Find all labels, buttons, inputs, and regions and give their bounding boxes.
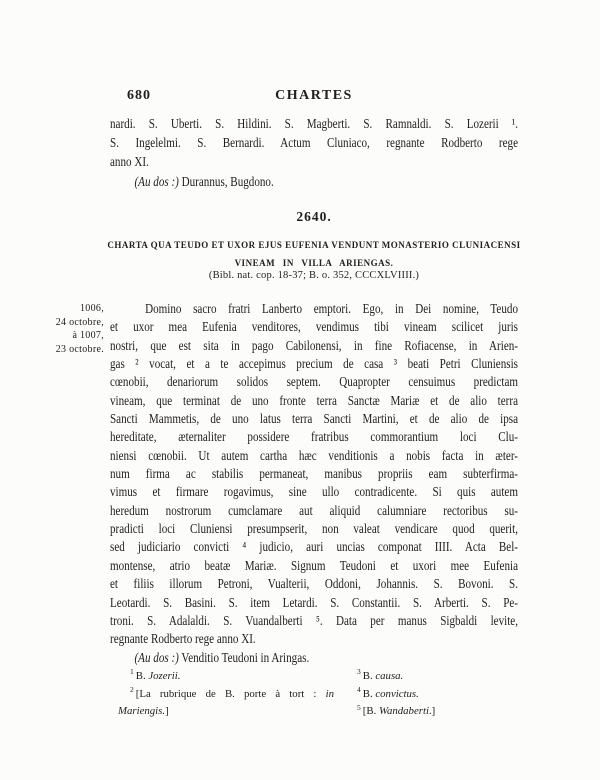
footnote-text: B. (135, 670, 149, 682)
margin-date-line: à 1007, (72, 330, 104, 342)
prev-charter-line: anno XI. (110, 154, 149, 170)
footnotes-right-column (345, 668, 521, 721)
footnote-text-italic: Jozerii. (148, 670, 181, 682)
footnote-ref-3: 3 (357, 667, 361, 677)
au-dos-text: Venditio Teudoni in Aringas. (181, 649, 310, 665)
body-line: regnante Rodberto rege anno XI. (110, 631, 256, 647)
body-line: hereditate, æternaliter possidere fratribus commorantium loci Clu- (110, 429, 518, 445)
body-line: sed judiciario convicti ⁴ judicio, auri uncias componat IIII. Acta Bel- (110, 539, 518, 555)
charter-number: 2640. (296, 209, 332, 224)
body-line: montense, atrio beatæ Mariæ. Signum Teudoni et uxori mee Eufenia (110, 557, 518, 573)
body-line: num firma ac stabilis permaneat, manibus propriis eam subterfirma- (110, 466, 518, 482)
footnote-text: B. (362, 670, 376, 682)
body-line: niensi cœnobii. Ut autem cartha hæc venditionis a nobis facta in æter- (110, 447, 518, 463)
margin-date-line: 23 octobre. (55, 343, 104, 355)
footnote-ref-1: 1 (130, 667, 134, 677)
previous-charter-block (110, 114, 518, 191)
footnote-text-italic: Mariengis. (118, 705, 166, 718)
footnotes-left-column (118, 668, 334, 721)
body-line: Sancti Mammetis, de uno latus terra Sancti Martini, et de alio de ipsa (110, 411, 518, 427)
source-citation: (Bibl. nat. cop. 18-37; B. o. 352, CCCXLVIIII.) (208, 270, 420, 281)
footnote-ref-4: 4 (357, 685, 361, 694)
footnote-4 (345, 686, 521, 704)
charter-title-line-1: CHARTA QUA TEUDO ET UXOR EJUS EUFENIA VENDUNT MONASTERIO CLUNIACENSI (107, 240, 521, 250)
footnote-text-italic: in (325, 687, 334, 700)
prev-charter-line: S. Ingelelmi. S. Bernardi. Actum Cluniaco, regnante Rodberto rege (110, 135, 518, 151)
charter-body (110, 300, 518, 667)
charter-title-line-2: VINEAM IN VILLA ARIENGAS. (234, 257, 394, 268)
footnote-5 (345, 703, 521, 721)
body-line: pradicti loci Cluniensi presumpserit, non valeat vendicare quod querit, (110, 521, 518, 537)
margin-date (16, 302, 104, 356)
footnote-ref-5: 5 (357, 702, 361, 712)
footnote-text: [La rubrique de B. porte à tort : (135, 687, 326, 700)
footnote-2-line-1 (118, 686, 334, 704)
body-line: gas ² vocat, et a te accepimus precium de casa ³ beati Petri Cluniensis (110, 356, 518, 372)
body-line: Domino sacro fratri Lanberto emptori. Ego, in Dei nomine, Teudo (145, 301, 518, 316)
margin-date-line: 1006, (80, 303, 104, 314)
footnote-text: .] (428, 705, 436, 718)
footnote-text-italic: convictus. (375, 687, 419, 700)
charter-title (95, 237, 533, 272)
body-line: heredum nostrorum cumclamare aut aliquid calumniare rectoribus su- (110, 502, 518, 518)
au-dos-label: (Au dos :) (134, 649, 179, 665)
footnote-text-italic: Wandaberti (378, 705, 429, 718)
au-dos-note (110, 172, 518, 191)
footnote-text: ] (165, 705, 169, 718)
footnote-text-italic: causa. (375, 670, 404, 682)
body-line: troni. S. Adalaldi. S. Vuandalberti ⁵. Data per manus Sigbaldi levite, (110, 612, 518, 628)
margin-date-line: 24 octobre, (55, 316, 104, 328)
prev-charter-line: nardi. S. Uberti. S. Hildini. S. Magberti. S. Ramnaldi. S. Lozerii ¹. (110, 116, 518, 131)
au-dos-text: Durannus, Bugdono. (181, 173, 274, 189)
body-line: Leotardi. S. Basini. S. item Letardi. S. Constantii. S. Arberti. S. Pe- (110, 594, 518, 610)
running-header: CHARTES (275, 88, 353, 103)
body-line: nostri, que est sita in pago Cabilonensi, in fine Rofiacense, in Arien- (110, 337, 518, 353)
footnote-3 (345, 668, 521, 686)
body-line: et filiis illorum Petroni, Vualterii, Oddoni, Johannis. S. Bovoni. S. (110, 576, 518, 592)
body-line: et uxor mea Eufenia venditores, vendimus tibi vineam scilicet juris (110, 319, 518, 335)
au-dos-label: (Au dos :) (134, 173, 179, 189)
page-number: 680 (127, 88, 151, 103)
body-line: vineam, que terminat de uno fronte terra Sanctæ Mariæ et de alio terra (110, 392, 518, 408)
body-line: cœnobii, denariorum solidos septem. Quapropter censuimus predictam (110, 374, 518, 390)
body-line: vimus et firmare rogavimus, sine ullo contradicente. Si quis autem (110, 484, 518, 500)
footnote-1 (118, 668, 334, 686)
au-dos-note (110, 649, 518, 667)
footnote-ref-2: 2 (130, 685, 134, 694)
footnote-text: [B. (362, 705, 379, 718)
footnote-2-line-2 (118, 703, 334, 721)
footnote-text: B. (362, 687, 376, 700)
